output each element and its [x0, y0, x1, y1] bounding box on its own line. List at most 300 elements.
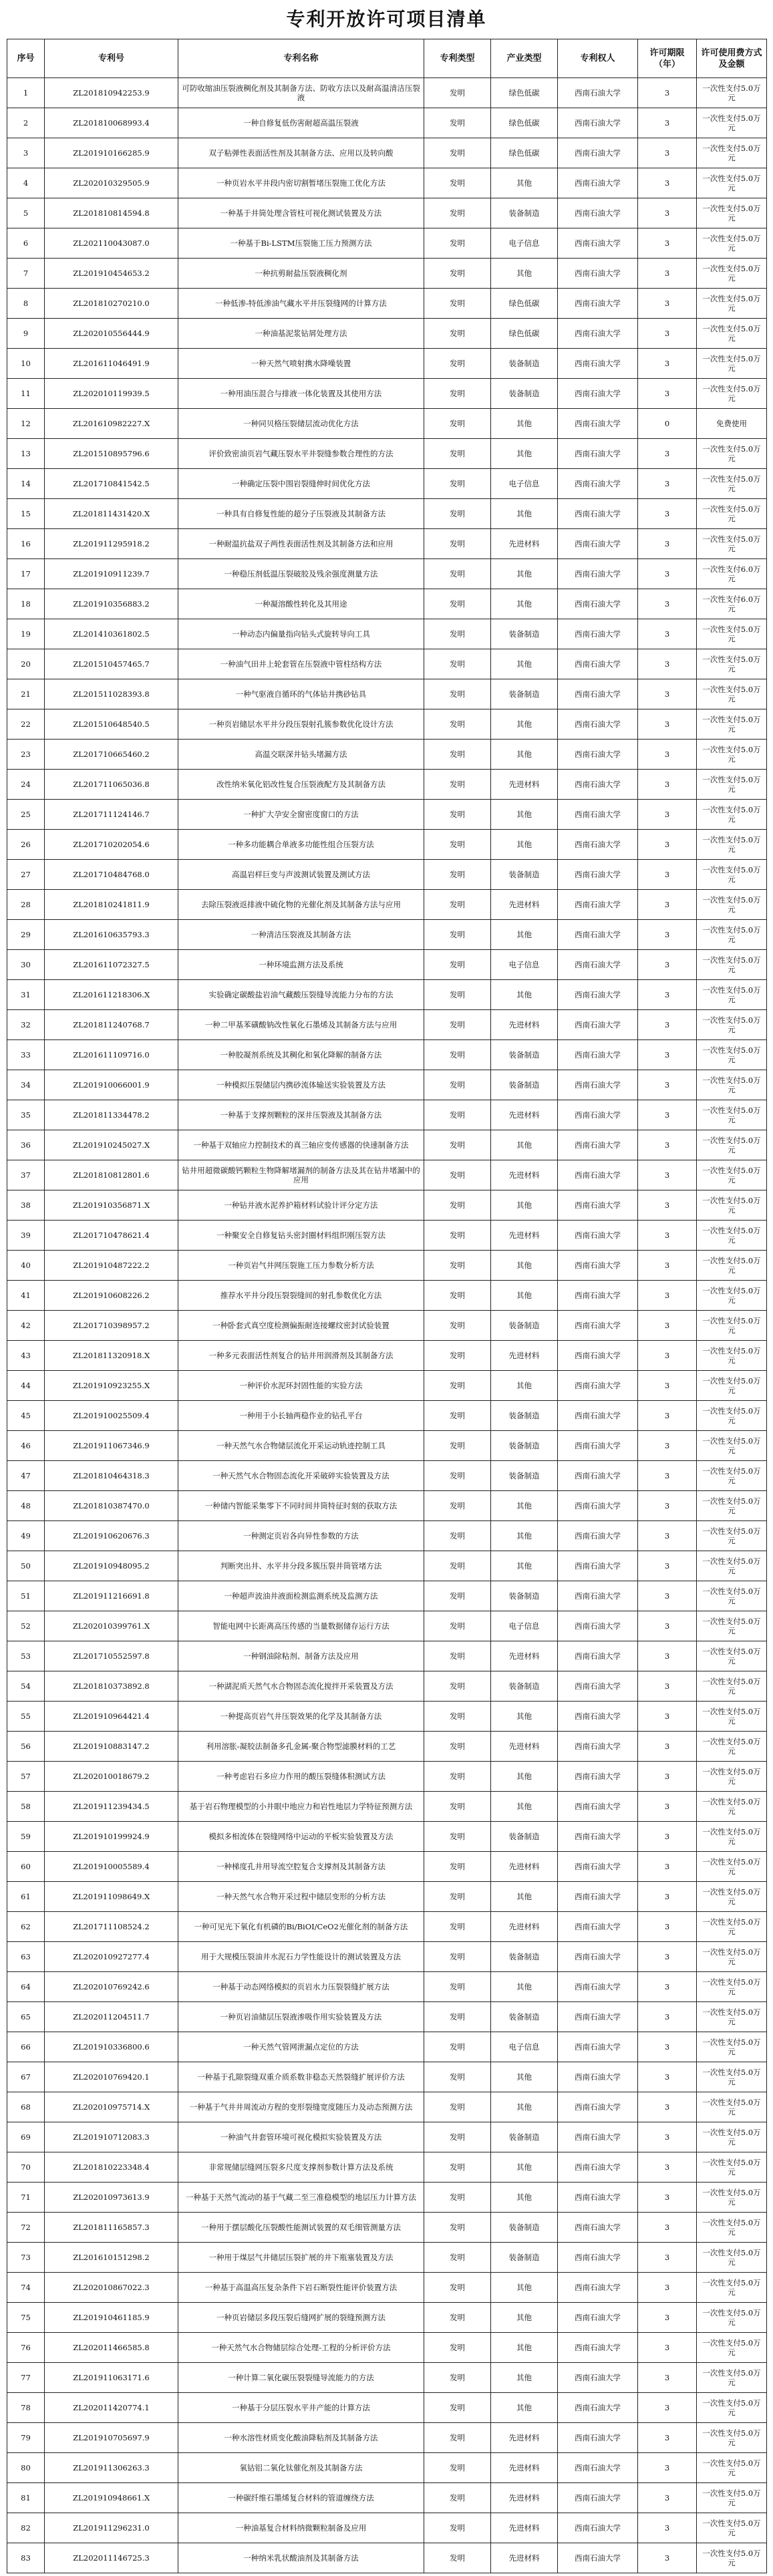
cell-patent-type: 发明	[424, 1010, 491, 1040]
cell-no: 20	[7, 649, 45, 679]
table-row	[7, 890, 767, 920]
cell-owner: 西南石油大学	[558, 1581, 638, 1611]
table-row	[7, 559, 767, 589]
table-row	[7, 709, 767, 740]
cell-owner: 西南石油大学	[558, 649, 638, 679]
cell-patent-type: 发明	[424, 499, 491, 529]
cell-patent-no: ZL201910025509.4	[45, 1401, 178, 1431]
cell-owner: 西南石油大学	[558, 2453, 638, 2483]
cell-license-term: 3	[638, 1040, 697, 1070]
cell-license-fee: 一次性支付5.0万元	[697, 289, 767, 319]
cell-patent-no: ZL202011204511.7	[45, 2002, 178, 2032]
page-title: 专利开放许可项目清单	[286, 8, 487, 30]
cell-patent-type: 发明	[424, 1581, 491, 1611]
cell-patent-name: 一种油基复合材料纳微颗粒制备及应用	[178, 2513, 424, 2543]
cell-license-term: 3	[638, 1070, 697, 1100]
cell-no: 59	[7, 1822, 45, 1852]
cell-no: 79	[7, 2423, 45, 2453]
cell-industry-type: 先进材料	[491, 890, 558, 920]
cell-patent-type: 发明	[424, 1130, 491, 1160]
table-row	[7, 168, 767, 198]
cell-patent-no: ZL201910336800.6	[45, 2032, 178, 2062]
cell-license-fee: 一次性支付5.0万元	[697, 1100, 767, 1130]
cell-license-fee: 一次性支付5.0万元	[697, 1371, 767, 1401]
cell-patent-name: 一种水溶性材质变化酸油降粘剂及其制备方法	[178, 2423, 424, 2453]
cell-license-term: 3	[638, 228, 697, 259]
cell-industry-type: 其他	[491, 259, 558, 289]
cell-industry-type: 其他	[491, 1190, 558, 1221]
cell-owner: 西南石油大学	[558, 2363, 638, 2393]
cell-owner: 西南石油大学	[558, 349, 638, 379]
cell-patent-name: 一种天然气水合物固态流化开采破碎实验装置及方法	[178, 1461, 424, 1491]
cell-no: 52	[7, 1611, 45, 1641]
cell-patent-no: ZL201910964421.4	[45, 1702, 178, 1732]
cell-license-term: 3	[638, 1972, 697, 2002]
cell-patent-no: ZL201710484768.0	[45, 860, 178, 890]
cell-license-fee: 一次性支付5.0万元	[697, 1070, 767, 1100]
table-row	[7, 950, 767, 980]
header-owner: 专利权人	[558, 39, 638, 78]
table-row	[7, 349, 767, 379]
cell-patent-type: 发明	[424, 2213, 491, 2243]
cell-industry-type: 装备制造	[491, 2122, 558, 2152]
cell-license-term: 3	[638, 1010, 697, 1040]
cell-industry-type: 其他	[491, 559, 558, 589]
cell-patent-name: 一种用于煤层气井储层压裂扩展的井下瓶塞装置及方法	[178, 2243, 424, 2273]
cell-no: 41	[7, 1281, 45, 1311]
cell-license-term: 3	[638, 1882, 697, 1912]
cell-patent-type: 发明	[424, 2122, 491, 2152]
cell-patent-name: 一种卧套式真空度检测偏振耐连接螺纹密封试验装置	[178, 1311, 424, 1341]
cell-no: 43	[7, 1341, 45, 1371]
table-row	[7, 1281, 767, 1311]
header-patent-type: 专利类型	[424, 39, 491, 78]
cell-license-term: 3	[638, 138, 697, 168]
cell-patent-no: ZL201610151298.2	[45, 2243, 178, 2273]
cell-license-fee: 一次性支付5.0万元	[697, 860, 767, 890]
cell-patent-name: 评价致密油页岩气藏压裂水平井裂缝参数合理性的方法	[178, 439, 424, 469]
cell-license-term: 3	[638, 860, 697, 890]
cell-license-term: 3	[638, 289, 697, 319]
cell-patent-name: 高温交联深井钻头堵漏方法	[178, 740, 424, 770]
cell-patent-name: 一种页岩储层多段压裂后缝网扩展的裂缝预测方法	[178, 2303, 424, 2333]
cell-no: 16	[7, 529, 45, 559]
table-row	[7, 2303, 767, 2333]
cell-industry-type: 先进材料	[491, 2483, 558, 2513]
cell-industry-type: 绿色低碳	[491, 78, 558, 108]
cell-no: 13	[7, 439, 45, 469]
cell-patent-type: 发明	[424, 1882, 491, 1912]
table-row	[7, 1581, 767, 1611]
cell-license-fee: 一次性支付5.0万元	[697, 198, 767, 228]
cell-patent-name: 判断突出井、水平井分段多簇压裂井筒管堵方法	[178, 1551, 424, 1581]
table-row	[7, 679, 767, 709]
cell-owner: 西南石油大学	[558, 1762, 638, 1792]
table-row	[7, 860, 767, 890]
cell-patent-name: 一种聚安全自修复钻头密封圈材料组织刚压裂方法	[178, 1221, 424, 1251]
cell-owner: 西南石油大学	[558, 1371, 638, 1401]
cell-license-term: 3	[638, 2393, 697, 2423]
cell-no: 57	[7, 1762, 45, 1792]
cell-license-term: 3	[638, 1732, 697, 1762]
cell-patent-type: 发明	[424, 1311, 491, 1341]
cell-license-term: 3	[638, 1221, 697, 1251]
cell-license-term: 3	[638, 2453, 697, 2483]
cell-patent-type: 发明	[424, 259, 491, 289]
cell-license-fee: 一次性支付5.0万元	[697, 2393, 767, 2423]
cell-owner: 西南石油大学	[558, 78, 638, 108]
cell-patent-type: 发明	[424, 559, 491, 589]
cell-patent-name: 一种页岩储层水平井分段压裂射孔簇参数优化设计方法	[178, 709, 424, 740]
cell-patent-type: 发明	[424, 709, 491, 740]
table-row	[7, 589, 767, 619]
cell-license-term: 3	[638, 980, 697, 1010]
cell-license-fee: 一次性支付5.0万元	[697, 1010, 767, 1040]
cell-patent-name: 一种湖泥质天然气水合物固态流化搅拌开采装置及方法	[178, 1671, 424, 1702]
patent-table	[7, 39, 767, 2573]
cell-patent-type: 发明	[424, 2183, 491, 2213]
cell-license-fee: 一次性支付5.0万元	[697, 920, 767, 950]
cell-owner: 西南石油大学	[558, 1732, 638, 1762]
cell-industry-type: 其他	[491, 920, 558, 950]
cell-industry-type: 先进材料	[491, 1732, 558, 1762]
cell-patent-name: 一种储内智能采集零下不同时间井筒特征时刻的获取方法	[178, 1491, 424, 1521]
table-row	[7, 1491, 767, 1521]
table-row	[7, 2453, 767, 2483]
cell-patent-no: ZL201611218306.X	[45, 980, 178, 1010]
cell-license-term: 3	[638, 1551, 697, 1581]
cell-industry-type: 其他	[491, 2363, 558, 2393]
cell-patent-type: 发明	[424, 1551, 491, 1581]
cell-patent-no: ZL201610982227.X	[45, 409, 178, 439]
cell-patent-name: 一种抗剪耐盐压裂液稠化剂	[178, 259, 424, 289]
cell-owner: 西南石油大学	[558, 1431, 638, 1461]
cell-patent-name: 一种油基泥浆钻屑处理方法	[178, 319, 424, 349]
cell-patent-no: ZL201910461185.9	[45, 2303, 178, 2333]
cell-patent-type: 发明	[424, 529, 491, 559]
cell-owner: 西南石油大学	[558, 1702, 638, 1732]
cell-patent-no: ZL201811320918.X	[45, 1341, 178, 1371]
table-row	[7, 198, 767, 228]
table-row	[7, 1521, 767, 1551]
cell-patent-type: 发明	[424, 860, 491, 890]
table-row	[7, 2513, 767, 2543]
cell-license-term: 3	[638, 2213, 697, 2243]
cell-industry-type: 绿色低碳	[491, 289, 558, 319]
table-row	[7, 289, 767, 319]
cell-license-fee: 一次性支付5.0万元	[697, 259, 767, 289]
cell-patent-no: ZL201810814594.8	[45, 198, 178, 228]
cell-industry-type: 其他	[491, 589, 558, 619]
cell-patent-name: 氧钴铝二氧化钛催化剂及其制备方法	[178, 2453, 424, 2483]
table-row	[7, 1641, 767, 1671]
table-row	[7, 920, 767, 950]
cell-patent-no: ZL201510648540.5	[45, 709, 178, 740]
cell-patent-name: 一种气驱液自循环的气体钻井携砂钻具	[178, 679, 424, 709]
table-row	[7, 1401, 767, 1431]
cell-industry-type: 其他	[491, 168, 558, 198]
cell-patent-no: ZL202010927277.4	[45, 1942, 178, 1972]
cell-owner: 西南石油大学	[558, 860, 638, 890]
cell-industry-type: 绿色低碳	[491, 138, 558, 168]
cell-owner: 西南石油大学	[558, 2483, 638, 2513]
cell-patent-type: 发明	[424, 168, 491, 198]
cell-patent-type: 发明	[424, 980, 491, 1010]
cell-license-fee: 一次性支付5.0万元	[697, 1581, 767, 1611]
cell-industry-type: 其他	[491, 1762, 558, 1792]
cell-license-fee: 一次性支付5.0万元	[697, 1671, 767, 1702]
cell-no: 70	[7, 2152, 45, 2183]
cell-license-fee: 一次性支付5.0万元	[697, 2423, 767, 2453]
cell-patent-no: ZL202010119939.5	[45, 379, 178, 409]
table-row	[7, 2543, 767, 2573]
cell-owner: 西南石油大学	[558, 2303, 638, 2333]
cell-license-fee: 一次性支付5.0万元	[697, 168, 767, 198]
cell-patent-name: 一种自修复低伤害耐超高温压裂液	[178, 108, 424, 138]
cell-license-term: 3	[638, 2152, 697, 2183]
cell-license-fee: 一次性支付5.0万元	[697, 2273, 767, 2303]
cell-patent-name: 一种环境监测方法及系统	[178, 950, 424, 980]
cell-owner: 西南石油大学	[558, 800, 638, 830]
cell-license-term: 3	[638, 709, 697, 740]
cell-industry-type: 先进材料	[491, 2423, 558, 2453]
cell-patent-no: ZL201811165857.3	[45, 2213, 178, 2243]
cell-industry-type: 装备制造	[491, 2243, 558, 2273]
table-row	[7, 2483, 767, 2513]
cell-license-fee: 一次性支付5.0万元	[697, 890, 767, 920]
cell-no: 21	[7, 679, 45, 709]
cell-patent-type: 发明	[424, 1732, 491, 1762]
cell-license-fee: 一次性支付5.0万元	[697, 529, 767, 559]
table-row	[7, 619, 767, 649]
cell-patent-name: 一种梯度孔井用导流空腔复合支撑剂及其制备方法	[178, 1852, 424, 1882]
cell-no: 4	[7, 168, 45, 198]
table-row	[7, 1461, 767, 1491]
cell-industry-type: 其他	[491, 2393, 558, 2423]
cell-owner: 西南石油大学	[558, 1311, 638, 1341]
cell-owner: 西南石油大学	[558, 589, 638, 619]
cell-patent-type: 发明	[424, 1702, 491, 1732]
table-row	[7, 1341, 767, 1371]
cell-owner: 西南石油大学	[558, 319, 638, 349]
cell-patent-type: 发明	[424, 439, 491, 469]
cell-patent-no: ZL201910948095.2	[45, 1551, 178, 1581]
cell-license-fee: 一次性支付5.0万元	[697, 1792, 767, 1822]
cell-patent-type: 发明	[424, 319, 491, 349]
cell-patent-name: 一种清洁压裂液及其制备方法	[178, 920, 424, 950]
cell-patent-type: 发明	[424, 1070, 491, 1100]
cell-license-term: 3	[638, 1461, 697, 1491]
cell-owner: 西南石油大学	[558, 2062, 638, 2092]
cell-license-fee: 一次性支付5.0万元	[697, 800, 767, 830]
cell-license-term: 3	[638, 1341, 697, 1371]
cell-patent-no: ZL201910166285.9	[45, 138, 178, 168]
cell-no: 14	[7, 469, 45, 499]
cell-owner: 西南石油大学	[558, 168, 638, 198]
cell-patent-no: ZL201611109716.0	[45, 1040, 178, 1070]
cell-license-fee: 一次性支付5.0万元	[697, 2092, 767, 2122]
cell-no: 35	[7, 1100, 45, 1130]
cell-industry-type: 装备制造	[491, 198, 558, 228]
cell-license-term: 3	[638, 2183, 697, 2213]
cell-patent-name: 一种天然气水合物开采过程中储层变形的分析方法	[178, 1882, 424, 1912]
cell-owner: 西南石油大学	[558, 2122, 638, 2152]
cell-license-fee: 一次性支付5.0万元	[697, 1702, 767, 1732]
table-row	[7, 2393, 767, 2423]
cell-license-term: 3	[638, 2333, 697, 2363]
cell-license-fee: 一次性支付5.0万元	[697, 1431, 767, 1461]
header-industry-type: 产业类型	[491, 39, 558, 78]
cell-industry-type: 其他	[491, 2303, 558, 2333]
cell-no: 17	[7, 559, 45, 589]
cell-no: 47	[7, 1461, 45, 1491]
cell-patent-type: 发明	[424, 379, 491, 409]
cell-patent-type: 发明	[424, 1641, 491, 1671]
cell-license-term: 3	[638, 1160, 697, 1190]
cell-patent-type: 发明	[424, 1221, 491, 1251]
cell-license-term: 3	[638, 499, 697, 529]
cell-no: 40	[7, 1251, 45, 1281]
cell-patent-type: 发明	[424, 920, 491, 950]
cell-patent-no: ZL201611046491.9	[45, 349, 178, 379]
cell-no: 7	[7, 259, 45, 289]
cell-industry-type: 装备制造	[491, 1822, 558, 1852]
cell-license-term: 3	[638, 439, 697, 469]
cell-patent-name: 一种天然气水合物储层流化开采运动轨迹控制工具	[178, 1431, 424, 1461]
cell-license-term: 3	[638, 349, 697, 379]
cell-patent-no: ZL201911239434.5	[45, 1792, 178, 1822]
cell-patent-name: 实验确定碳酸盐岩油气藏酸压裂缝导流能力分布的方法	[178, 980, 424, 1010]
cell-no: 8	[7, 289, 45, 319]
cell-license-fee: 一次性支付5.0万元	[697, 649, 767, 679]
cell-industry-type: 其他	[491, 2333, 558, 2363]
cell-owner: 西南石油大学	[558, 1190, 638, 1221]
cell-no: 71	[7, 2183, 45, 2213]
cell-license-term: 3	[638, 1100, 697, 1130]
cell-patent-type: 发明	[424, 1611, 491, 1641]
cell-patent-type: 发明	[424, 1431, 491, 1461]
cell-patent-no: ZL201910356871.X	[45, 1190, 178, 1221]
cell-patent-type: 发明	[424, 890, 491, 920]
cell-license-fee: 一次性支付5.0万元	[697, 1281, 767, 1311]
cell-patent-type: 发明	[424, 2062, 491, 2092]
cell-patent-no: ZL201911067346.9	[45, 1431, 178, 1461]
cell-license-fee: 一次性支付5.0万元	[697, 2363, 767, 2393]
cell-industry-type: 其他	[491, 1551, 558, 1581]
table-row	[7, 1852, 767, 1882]
cell-license-term: 3	[638, 589, 697, 619]
cell-patent-type: 发明	[424, 770, 491, 800]
cell-license-fee: 一次性支付5.0万元	[697, 2183, 767, 2213]
cell-no: 49	[7, 1521, 45, 1551]
cell-license-term: 3	[638, 2273, 697, 2303]
cell-patent-name: 一种页岩水平井段内密切割暂堵压裂施工优化方法	[178, 168, 424, 198]
cell-patent-name: 一种扩大孕安全窗密度窗口的方法	[178, 800, 424, 830]
cell-no: 23	[7, 740, 45, 770]
cell-patent-name: 高温岩样巨变与声波测试装置及测试方法	[178, 860, 424, 890]
cell-patent-type: 发明	[424, 1371, 491, 1401]
cell-license-fee: 一次性支付5.0万元	[697, 319, 767, 349]
cell-patent-type: 发明	[424, 138, 491, 168]
cell-industry-type: 其他	[491, 1491, 558, 1521]
cell-license-term: 3	[638, 1792, 697, 1822]
cell-license-term: 3	[638, 469, 697, 499]
cell-owner: 西南石油大学	[558, 1551, 638, 1581]
cell-patent-type: 发明	[424, 108, 491, 138]
cell-owner: 西南石油大学	[558, 1491, 638, 1521]
cell-owner: 西南石油大学	[558, 2513, 638, 2543]
table-row	[7, 980, 767, 1010]
cell-patent-no: ZL202010973613.9	[45, 2183, 178, 2213]
cell-owner: 西南石油大学	[558, 2002, 638, 2032]
cell-license-fee: 一次性支付5.0万元	[697, 2513, 767, 2543]
table-row	[7, 1040, 767, 1070]
cell-patent-name: 一种用油压混合与排液一体化装置及其使用方法	[178, 379, 424, 409]
cell-owner: 西南石油大学	[558, 770, 638, 800]
header-license-term: 许可期限（年）	[638, 39, 697, 78]
cell-patent-type: 发明	[424, 830, 491, 860]
table-row	[7, 800, 767, 830]
cell-industry-type: 其他	[491, 649, 558, 679]
cell-patent-no: ZL202011146725.3	[45, 2543, 178, 2573]
cell-owner: 西南石油大学	[558, 1611, 638, 1641]
cell-license-fee: 一次性支付5.0万元	[697, 1762, 767, 1792]
table-row	[7, 379, 767, 409]
cell-license-fee: 一次性支付5.0万元	[697, 1251, 767, 1281]
cell-patent-type: 发明	[424, 469, 491, 499]
cell-patent-no: ZL201911098649.X	[45, 1882, 178, 1912]
cell-owner: 西南石油大学	[558, 1040, 638, 1070]
cell-patent-name: 改性纳米氧化铝改性复合压裂液配方及其制备方法	[178, 770, 424, 800]
cell-patent-name: 一种多功能耦合单液多功能性组合压裂方法	[178, 830, 424, 860]
cell-industry-type: 电子信息	[491, 469, 558, 499]
cell-patent-no: ZL201910487222.2	[45, 1251, 178, 1281]
table-row	[7, 1942, 767, 1972]
cell-license-term: 3	[638, 1281, 697, 1311]
cell-patent-type: 发明	[424, 1762, 491, 1792]
cell-industry-type: 装备制造	[491, 1671, 558, 1702]
cell-owner: 西南石油大学	[558, 950, 638, 980]
cell-patent-no: ZL201510895796.6	[45, 439, 178, 469]
cell-license-term: 3	[638, 2243, 697, 2273]
cell-license-term: 3	[638, 259, 697, 289]
cell-patent-type: 发明	[424, 1281, 491, 1311]
cell-license-fee: 一次性支付5.0万元	[697, 2213, 767, 2243]
cell-license-fee: 一次性支付5.0万元	[697, 1852, 767, 1882]
cell-industry-type: 装备制造	[491, 349, 558, 379]
cell-license-term: 3	[638, 2423, 697, 2453]
cell-license-term: 3	[638, 1401, 697, 1431]
cell-patent-no: ZL202010769420.1	[45, 2062, 178, 2092]
cell-no: 58	[7, 1792, 45, 1822]
cell-license-term: 3	[638, 1611, 697, 1641]
cell-license-term: 3	[638, 890, 697, 920]
cell-license-fee: 一次性支付5.0万元	[697, 679, 767, 709]
cell-license-term: 3	[638, 379, 697, 409]
cell-license-fee: 一次性支付5.0万元	[697, 1551, 767, 1581]
cell-owner: 西南石油大学	[558, 1281, 638, 1311]
cell-industry-type: 先进材料	[491, 1010, 558, 1040]
cell-industry-type: 装备制造	[491, 1040, 558, 1070]
cell-no: 75	[7, 2303, 45, 2333]
cell-patent-name: 一种多元表面活性剂复合的钻井用润滑剂及其制备方法	[178, 1341, 424, 1371]
header-license-fee: 许可使用费方式及金额	[697, 39, 767, 78]
cell-license-fee: 一次性支付5.0万元	[697, 619, 767, 649]
cell-owner: 西南石油大学	[558, 138, 638, 168]
cell-owner: 西南石油大学	[558, 740, 638, 770]
cell-owner: 西南石油大学	[558, 1671, 638, 1702]
cell-no: 82	[7, 2513, 45, 2543]
